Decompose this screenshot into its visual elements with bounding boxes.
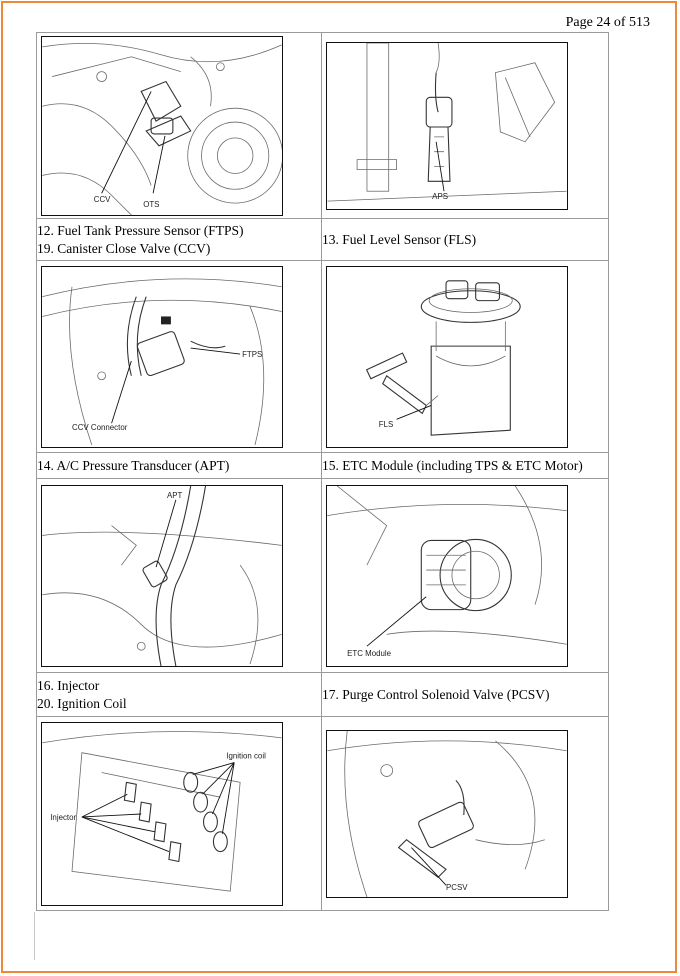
figure-label-ignition-coil: Ignition coil [226, 751, 266, 761]
caption-cell-pcsv [322, 673, 609, 717]
figure-ftps [41, 266, 283, 448]
caption-etc-module: 15. ETC Module (including TPS & ETC Motor) [322, 457, 583, 473]
figure-cell-pcsv [322, 717, 609, 911]
caption-pcsv: 17. Purge Control Solenoid Valve (PCSV) [322, 686, 550, 702]
figure-label-ots: OTS [143, 199, 160, 209]
margin-rule [34, 912, 35, 960]
table-row [37, 261, 609, 453]
figure-label-fls: FLS [378, 419, 394, 429]
caption-ccv: 19. Canister Close Valve (CCV) [37, 240, 211, 256]
figure-etc-module [326, 485, 568, 667]
table-row [37, 673, 609, 717]
figure-injector-coil [41, 722, 283, 906]
etc-module-drawing [327, 486, 567, 666]
caption-cell-etc [322, 453, 609, 479]
injector-coil-drawing [42, 723, 282, 905]
figure-ccv-ots [41, 36, 283, 216]
figure-cell-etc [322, 479, 609, 673]
figure-apt [41, 485, 283, 667]
figure-cell-apt [37, 479, 322, 673]
figure-label-pcsv: PCSV [446, 882, 468, 892]
caption-fls: 13. Fuel Level Sensor (FLS) [322, 231, 477, 247]
caption-apt: 14. A/C Pressure Transducer (APT) [37, 457, 230, 473]
table-row [37, 33, 609, 219]
pcsv-drawing [327, 731, 567, 897]
figure-cell-injector-coil [37, 717, 322, 911]
table-row [37, 717, 609, 911]
figure-label-ccv-connector: CCV Connector [72, 422, 128, 432]
figure-label-apt: APT [166, 490, 183, 500]
figure-cell-ftps [37, 261, 322, 453]
sensor-figure-table [36, 32, 609, 911]
caption-cell-apt [37, 453, 322, 479]
figure-aps [326, 42, 568, 210]
table-row [37, 219, 609, 261]
caption-cell-injector-coil [37, 673, 322, 717]
apt-drawing [42, 486, 282, 666]
ftps-drawing [42, 267, 282, 447]
aps-drawing [327, 43, 567, 209]
table-row [37, 479, 609, 673]
fls-drawing [327, 267, 567, 447]
figure-label-etc-module: ETC Module [347, 648, 392, 658]
figure-fls [326, 266, 568, 448]
figure-label-ccv: CCV [93, 194, 111, 204]
table-row [37, 453, 609, 479]
caption-injector: 16. Injector [37, 677, 100, 693]
figure-cell-aps [322, 33, 609, 219]
figure-label-ftps: FTPS [242, 349, 263, 359]
ccv-ots-drawing [42, 37, 282, 215]
caption-ftps: 12. Fuel Tank Pressure Sensor (FTPS) [37, 222, 244, 238]
figure-cell-fls [322, 261, 609, 453]
figure-pcsv [326, 730, 568, 898]
caption-cell-fls [322, 219, 609, 261]
figure-label-injector: Injector [50, 812, 77, 822]
page-number: Page 24 of 513 [565, 15, 650, 30]
caption-ignition-coil: 20. Ignition Coil [37, 695, 127, 711]
figure-cell-ccv-ots [37, 33, 322, 219]
figure-label-aps: APS [432, 191, 448, 201]
caption-cell-ftps-ccv [37, 219, 322, 261]
